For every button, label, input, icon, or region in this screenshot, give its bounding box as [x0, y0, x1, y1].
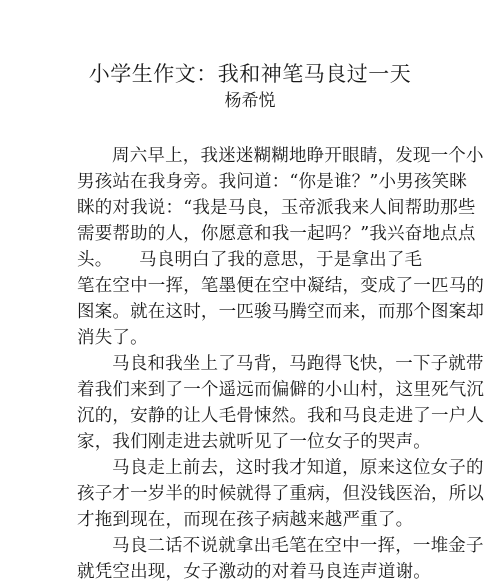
article-title: 小学生作文：我和神笔马良过一天 — [88, 62, 412, 86]
paragraph-line: 家，我们刚走进去就听见了一位女子的哭声。 — [77, 432, 431, 452]
paragraph-line: 马良和我坐上了马背，马跑得飞快，一下子就带 — [112, 354, 484, 374]
paragraph-line: 孩子才一岁半的时候就得了重病，但没钱医治，所以 — [77, 484, 485, 504]
paragraph-line: 就凭空出现，女子激动的对着马良连声道谢。 — [77, 562, 431, 582]
paragraph-line: 马良二话不说就拿出毛笔在空中一挥，一堆金子 — [112, 536, 484, 556]
paragraph-line: 马良走上前去，这时我才知道，原来这位女子的 — [112, 458, 484, 478]
article-author: 杨希悦 — [224, 91, 276, 111]
paragraph-line: 图案。就在这时，一匹骏马腾空而来，而那个图案却 — [77, 302, 485, 322]
paragraph-line: 需要帮助的人，你愿意和我一起吗？”我兴奋地点点 — [77, 224, 476, 244]
paragraph-line: 头。 马良明白了我的意思，于是拿出了毛 — [77, 250, 423, 270]
paragraph-line: 眯的对我说：“我是马良，玉帝派我来人间帮助那些 — [77, 198, 476, 218]
paragraph-line: 沉的，安静的让人毛骨悚然。我和马良走进了一户人 — [77, 406, 485, 426]
paragraph-line: 才拖到现在，而现在孩子病越来越严重了。 — [77, 510, 414, 530]
paragraph-line: 男孩站在我身旁。我问道：“你是谁？”小男孩笑眯 — [77, 172, 467, 192]
paragraph-line: 周六早上，我迷迷糊糊地睁开眼睛，发现一个小 — [112, 146, 484, 166]
paragraph-line: 着我们来到了一个遥远而偏僻的小山村，这里死气沉 — [77, 380, 485, 400]
paragraph-line: 笔在空中一挥，笔墨便在空中凝结，变成了一匹马的 — [77, 276, 485, 296]
paragraph-line: 消失了。 — [77, 328, 148, 348]
